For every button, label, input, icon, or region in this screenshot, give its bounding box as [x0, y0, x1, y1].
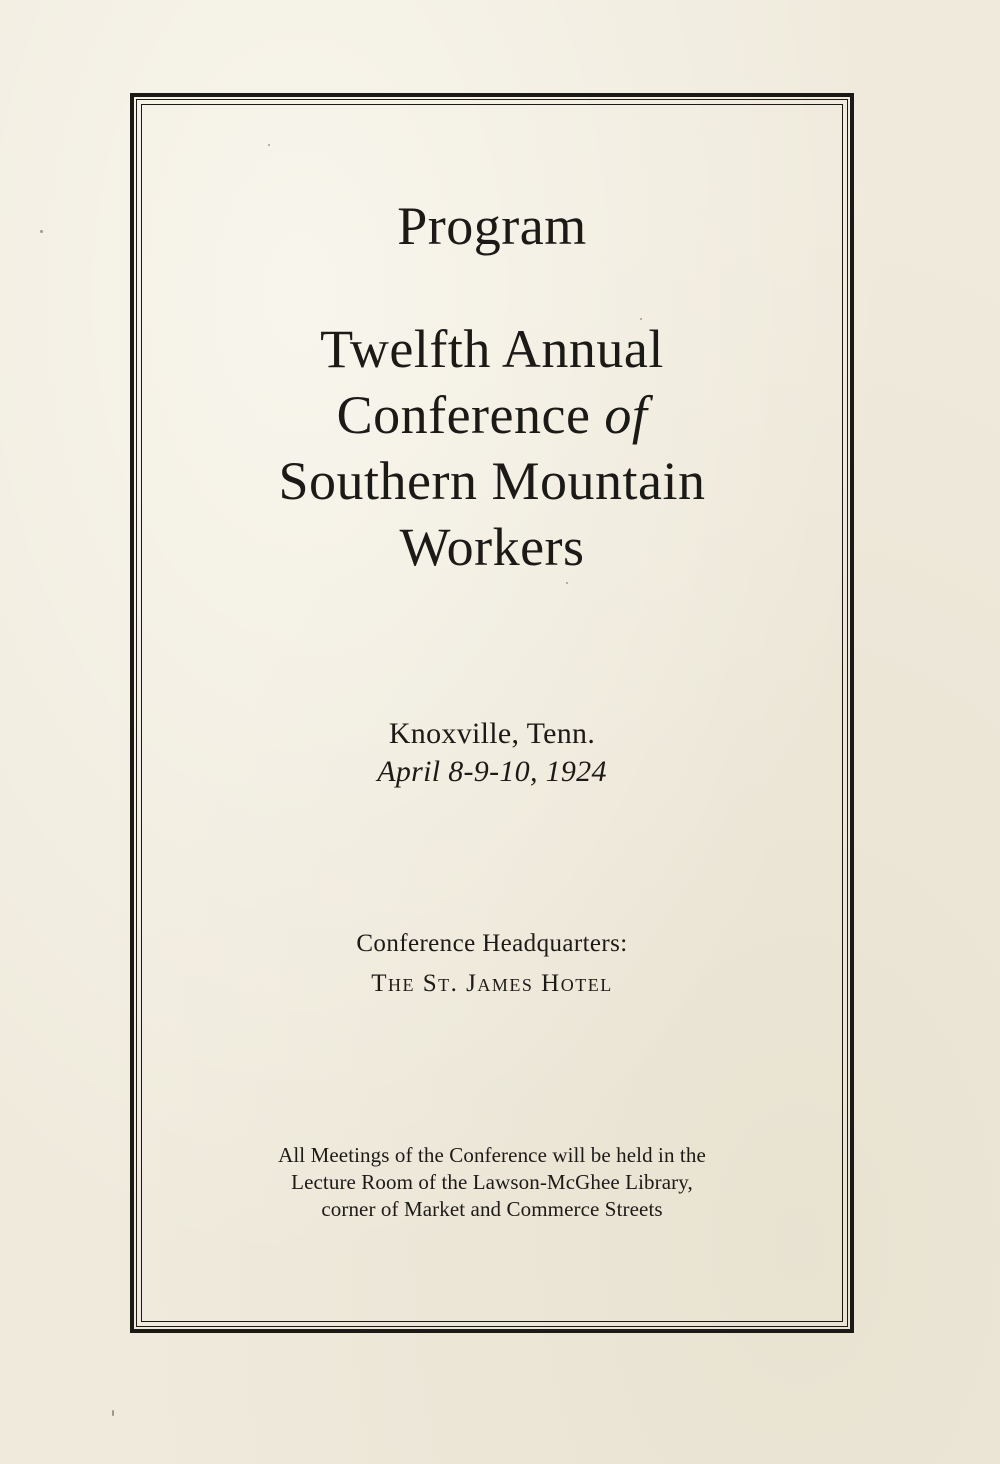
title-line-2 [141, 382, 843, 448]
conference-location: Knoxville, Tenn. [388, 717, 596, 750]
paper-speck [40, 230, 43, 233]
meetings-note [141, 1142, 843, 1223]
title-line-4: Workers [399, 517, 585, 577]
meetings-note-line-3: corner of Market and Commerce Streets [321, 1197, 663, 1221]
conference-dates: April 8-9-10, 1924 [377, 755, 607, 788]
title-line-3: Southern Mountain [278, 451, 706, 511]
paper-speck [112, 1410, 114, 1416]
title-line-1: Twelfth Annual [320, 319, 664, 379]
conference-title [141, 316, 843, 580]
headquarters-label: Conference Headquarters: [356, 930, 628, 957]
headquarters-hotel: The St. James Hotel [371, 970, 613, 997]
meetings-note-line-2: Lecture Room of the Lawson-McGhee Library, [291, 1170, 693, 1194]
program-cover [141, 104, 843, 1322]
title-conference-word: Conference [336, 385, 591, 445]
meetings-note-line-1: All Meetings of the Conference will be held in the [278, 1143, 706, 1167]
title-of-word: of [604, 385, 648, 445]
program-heading: Program [397, 196, 587, 256]
